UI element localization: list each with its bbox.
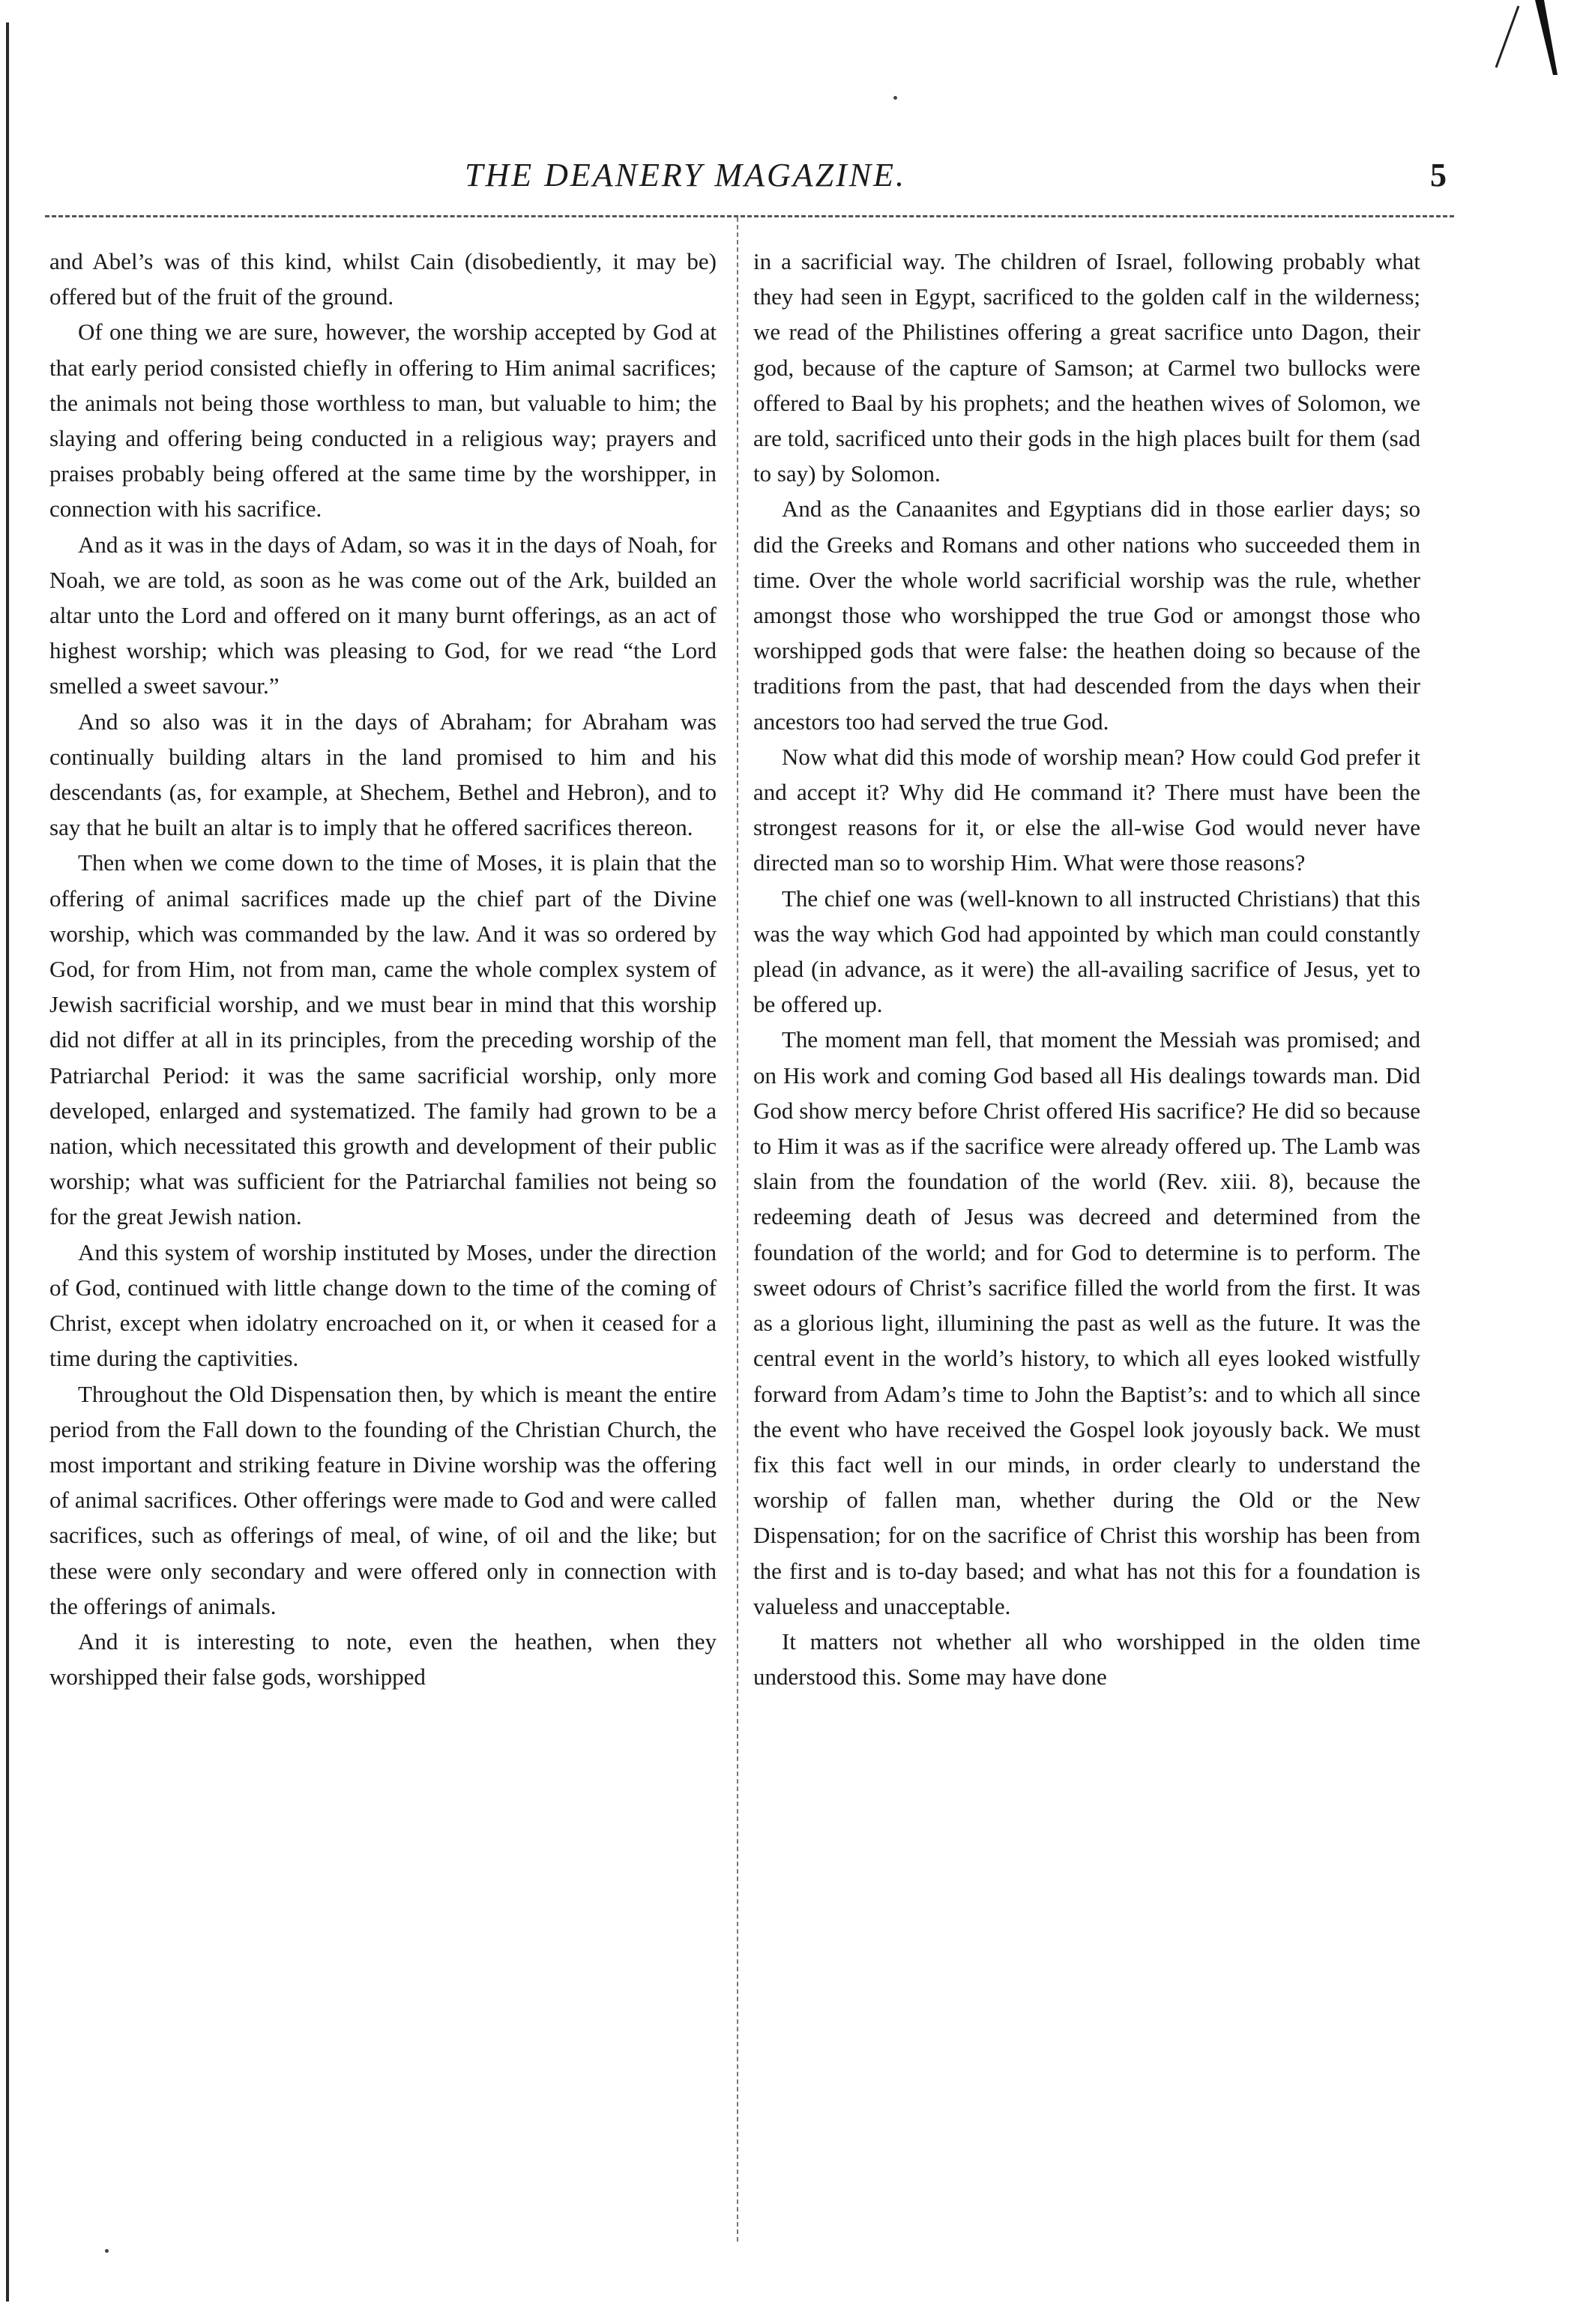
page-number: 5 <box>1430 157 1447 193</box>
paragraph: Then when we come down to the time of Moses, it is plain that the offering of animal sacrifices made up the chief part of the Divine worship, which was commanded by the law. And it was so ordered by God, for from Him, not from man, came the whole complex system of Jewish sacrificial worship, and we must bear in mind that this worship did not differ at all in its principles, from the preceding worship of the Patriarchal Period: it was the same sacrificial worship, only more developed, enlarged and systematized. The family had grown to be a nation, which necessitated this growth and development of their public worship; what was sufficient for the Patriarchal families not being so for the great Jewish nation. <box>49 849 717 1230</box>
paragraph: in a sacrificial way. The children of Israel, following probably what they had seen in Egypt, sacrificed to the golden calf in the wilderness; we read of the Philistines offering a great sacrifice unto Dagon, their god, because of the capture of Samson; at Carmel two bullocks were offered to Baal by his prophets; and the heathen wives of Solomon, we are told, sacrificed unto their gods in the high places built for them (sad to say) by Solomon. <box>753 248 1420 487</box>
paragraph: And it is interesting to note, even the heathen, when they worshipped their false gods, worshipped <box>49 1628 717 1691</box>
paragraph: It matters not whether all who worshipped in the olden time understood this. Some may have done <box>753 1628 1420 1691</box>
paragraph: Of one thing we are sure, however, the worship accepted by God at that early period consisted chiefly in offering to Him animal sacrifices; the animals not being those worthless to man, but valuable to him; the slaying and offering being conducted in a religious way; prayers and praises probably being offered at the same time by the worshipper, in connection with his sacrifice. <box>49 319 717 523</box>
page-header <box>450 156 1499 201</box>
right-column <box>753 244 1420 2230</box>
paragraph: Now what did this mode of worship mean? How could God prefer it and accept it? Why did He command it? There must have been the strongest reasons for it, or else the all-wise God would never have directed man so to worship Him. What were those reasons? <box>753 743 1420 876</box>
running-head-title: THE DEANERY MAGAZINE. <box>465 157 906 193</box>
page-edge-rule <box>6 22 9 2302</box>
paragraph: And so also was it in the days of Abraham; for Abraham was continually building altars in the land promised to him and his descendants (as, for example, at Shechem, Bethel and Hebron), and to say that he built an altar is to imply that he offered sacrifices thereon. <box>49 708 717 841</box>
header-rule <box>45 215 1454 217</box>
paragraph: And as it was in the days of Adam, so was it in the days of Noah, for Noah, we are told, as soon as he was come out of the Ark, builded an altar unto the Lord and offered on it many burnt offerings, as an act of highest worship; which was pleasing to God, for we read “the Lord smelled a sweet savour.” <box>49 531 717 699</box>
paragraph: And this system of worship instituted by Moses, under the direction of God, continued with little change down to the time of the coming of Christ, except when idolatry encroached on it, or when it ceased for a time during the captivities. <box>49 1238 717 1372</box>
paragraph: The chief one was (well-known to all instructed Christians) that this was the way which God had appointed by which man could constantly plead (in advance, as it were) the all-availing sacrifice of Jesus, yet to be offered up. <box>753 885 1420 1018</box>
left-column <box>49 244 717 2230</box>
paragraph: and Abel’s was of this kind, whilst Cain (disobediently, it may be) offered but of the fruit of the ground. <box>49 248 717 310</box>
corner-scan-mark <box>1466 0 1564 82</box>
paragraph: The moment man fell, that moment the Messiah was promised; and on His work and coming God based all His dealings towards man. Did God show mercy before Christ offered His sacrifice? He did so because to Him it was as if the sacrifice were already offered up. The Lamb was slain from the foundation of the world (Rev. xiii. 8), because the redeeming death of Jesus was decreed and determined from the foundation of the world; and for God to determine is to perform. The sweet odours of Christ’s sacrifice filled the world from the first. It was as a glorious light, illumining the past as well as the future. It was the central event in the world’s history, to which all eyes looked wistfully forward from Adam’s time to John the Baptist’s: and to which all since the event who have received the Gospel look joyously back. We must fix this fact well in our minds, in order clearly to understand the worship of fallen man, whether during the Old or the New Dispensation; for on the sacrifice of Christ this worship has been from the first and is to-day based; and what has not this for a foundation is valueless and unacceptable. <box>753 1026 1420 1619</box>
scan-speck <box>893 96 897 100</box>
paragraph: And as the Canaanites and Egyptians did in those earlier days; so did the Greeks and Romans and other nations who succeeded them in time. Over the whole world sacrificial worship was the rule, whether amongst those who worshipped the true God or amongst those who worshipped gods that were false: the heathen doing so because of the traditions from the past, that had descended from the days when their ancestors too had served the true God. <box>753 496 1420 735</box>
paragraph: Throughout the Old Dispensation then, by which is meant the entire period from the Fall down to the founding of the Christian Church, the most important and striking feature in Divine worship was the offering of animal sacrifices. Other offerings were made to God and were called sacrifices, such as offerings of meal, of wine, of oil and the like; but these were only secondary and were offered only in connection with the offerings of animals. <box>49 1380 717 1619</box>
scan-speck <box>105 2249 109 2253</box>
column-divider <box>737 217 738 2242</box>
